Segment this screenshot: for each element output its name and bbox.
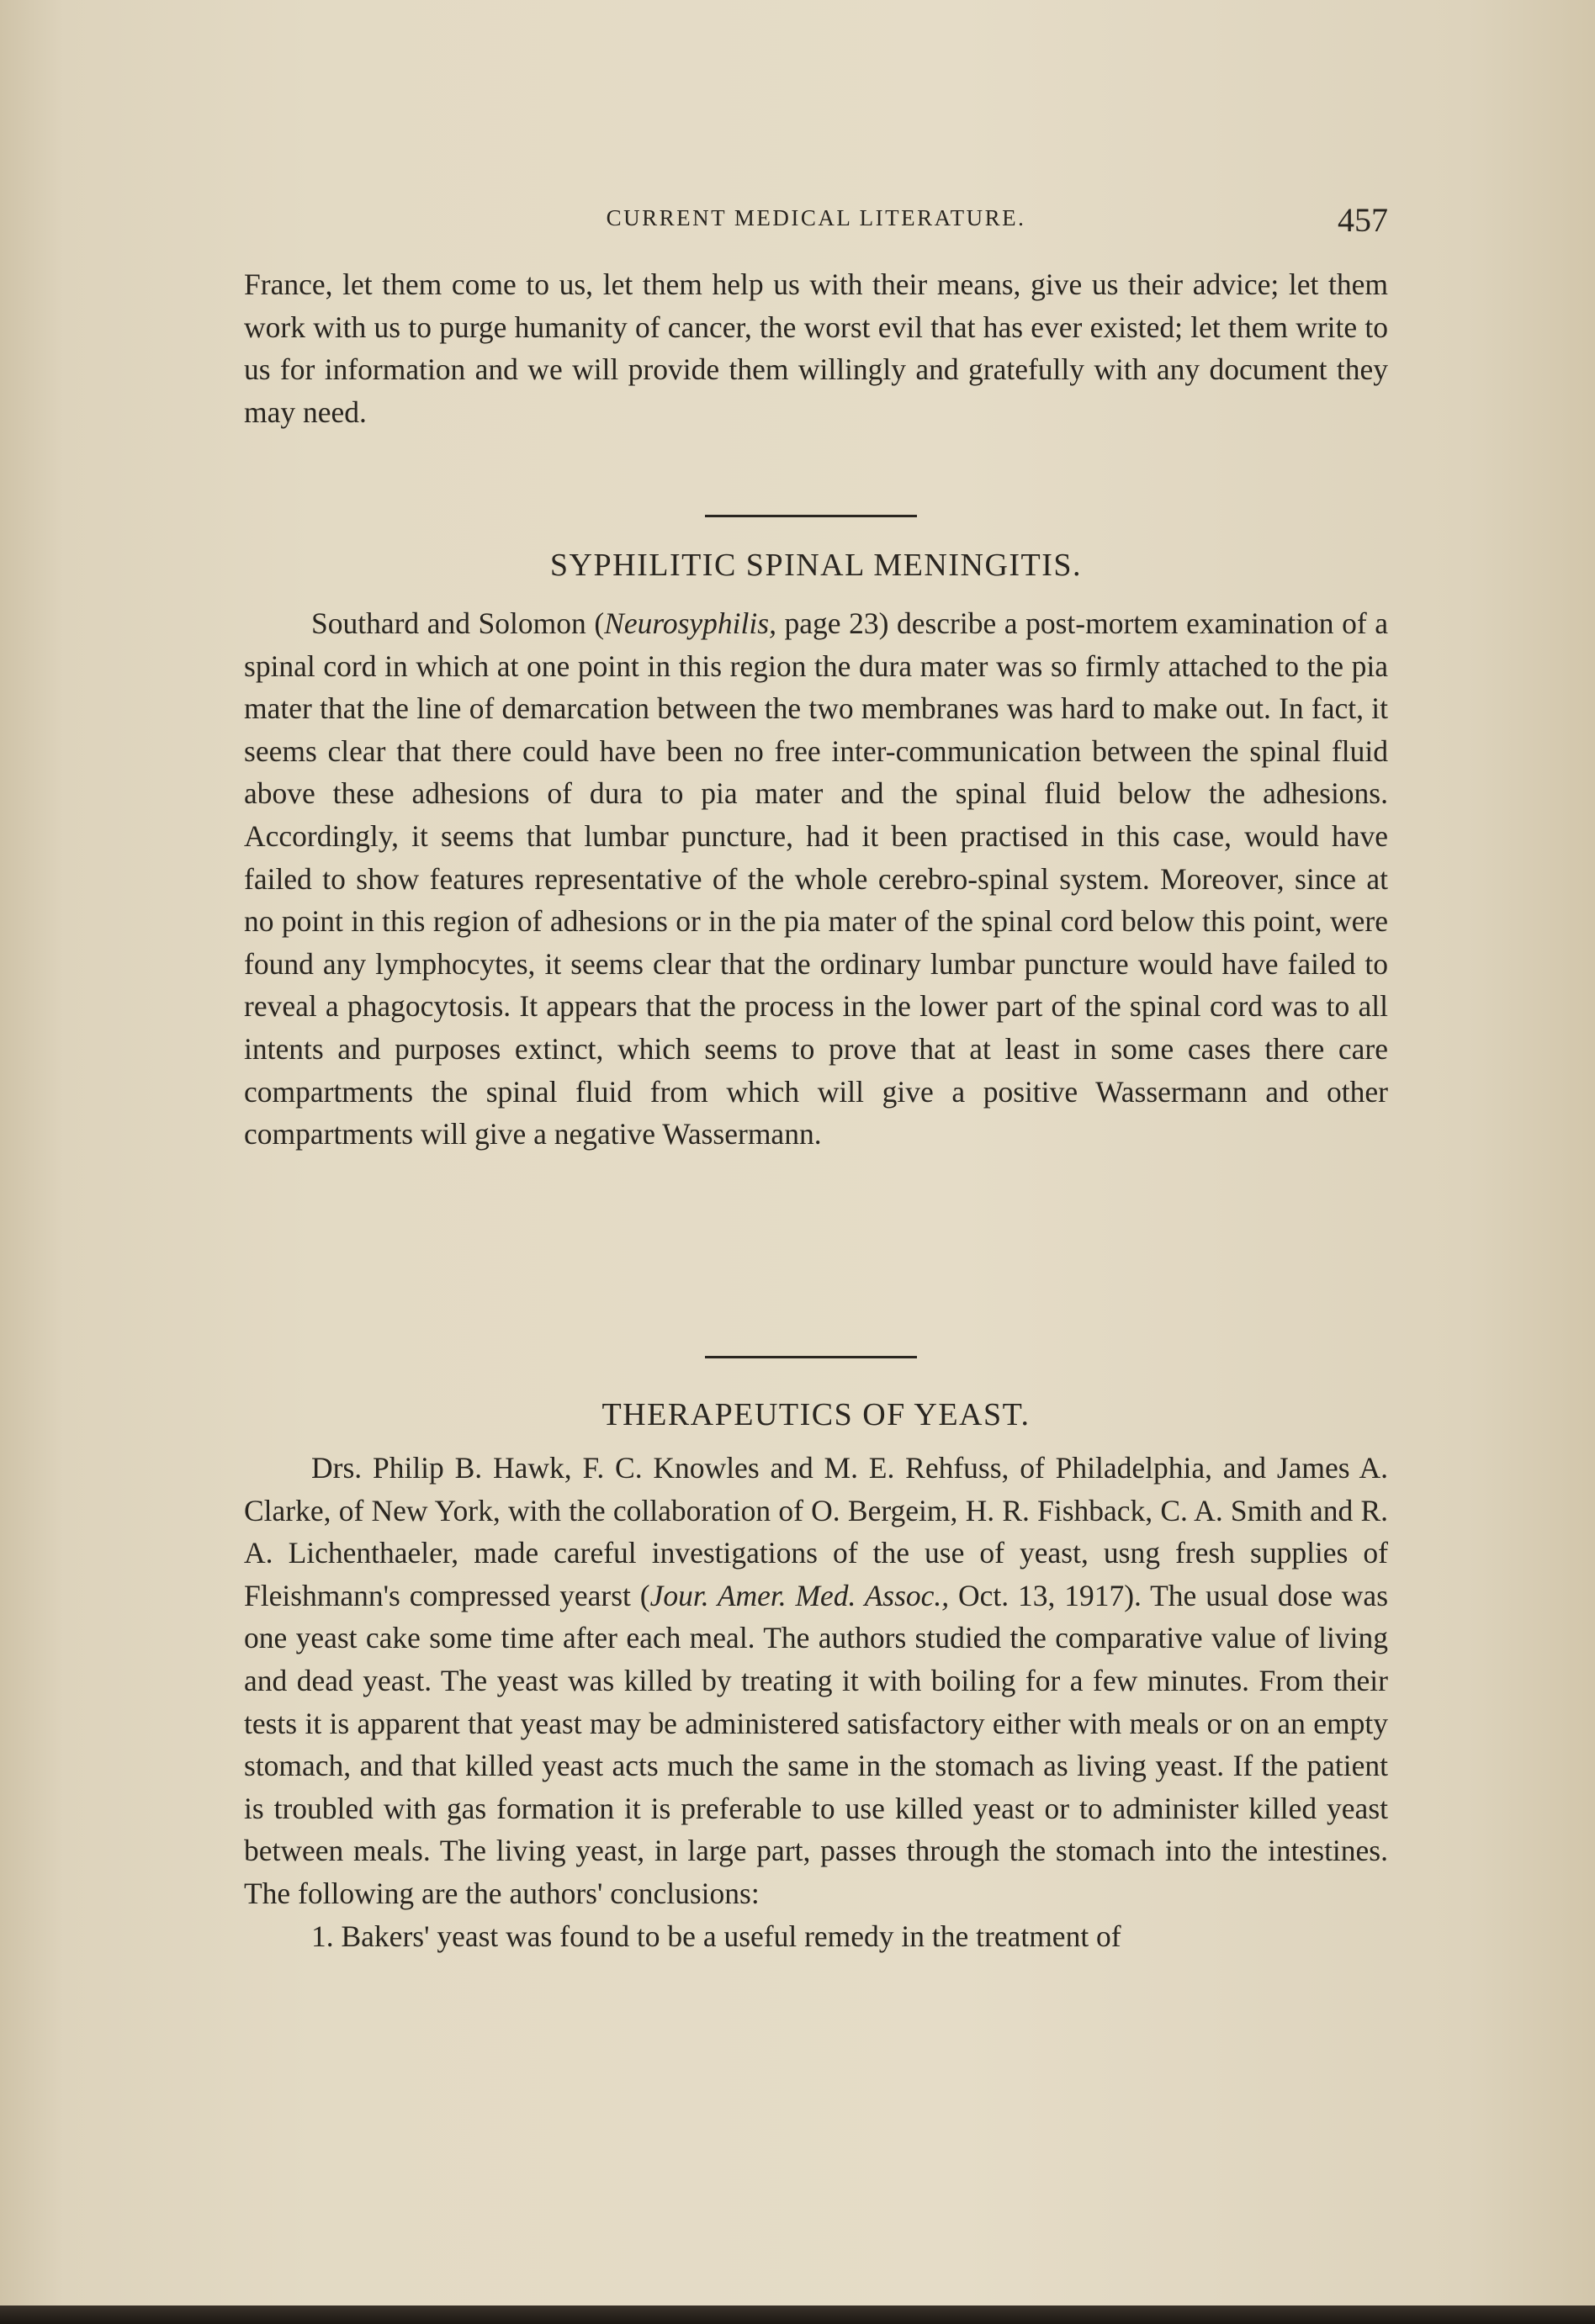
section-heading-yeast: THERAPEUTICS OF YEAST. [601, 1397, 1031, 1432]
paragraph-syphilitic [244, 602, 1388, 1156]
paragraph-text-rest: page 23) describe a post-mortem examination of a spinal cord in which at one point in this region the dura mater was so firmly attached to the pia mater that the line of demarcation between the two membranes was hard to make out. In fact, it seems clear that there could have been no free inter-communication between the spinal fluid above these adhesions of dura to pia mater and the spinal fluid below the adhesions. Accordingly, it seems that lumbar puncture, had it been practised in this case, would have failed to show features representative of the whole cerebro-spinal system. Moreover, since at no point in this region of adhesions or in the pia mater of the spinal cord below this point, were found any lymphocytes, it seems clear that the ordinary lumbar puncture would have failed to reveal a phagocytosis. It appears that the process in the lower part of the spinal cord was to all intents and purposes extinct, which seems to prove that at least in some cases there care compartments the spinal fluid from which will give a positive Wassermann and other compartments will give a negative Wassermann. [244, 606, 1388, 1151]
running-title: CURRENT MEDICAL LITERATURE. [606, 205, 1026, 230]
section-body-syphilitic [244, 602, 1388, 1156]
section-divider-rule [705, 515, 917, 517]
paragraph-text-start: Drs. Philip B. Hawk, F. C. Knowles and M. E. Rehfuss, of Philadelphia, and James A. Clarke, of New York, with the collaboration of O. Bergeim, H. R. Fishback, C. A. Smith and R. A. Lichenthaeler, made careful investigations of the use of yeast, usng fresh supplies of Fleishmann's compressed yearst ( [244, 1451, 1388, 1612]
list-item-conclusion-1: 1. Bakers' yeast was found to be a useful remedy in the treatment of [311, 1919, 1121, 1953]
intro-paragraph: France, let them come to us, let them help us with their means, give us their advice; let them work with us to purge humanity of cancer, the worst evil that has ever existed; let them write to us for information and we will provide them willingly and gratefully with any document they may need. [244, 267, 1388, 429]
section-body-yeast [244, 1447, 1388, 1957]
paragraph-yeast [244, 1447, 1388, 1915]
paragraph-text-start: Southard and Solomon ( [311, 606, 605, 640]
section-heading-syphilitic: SYPHILITIC SPINAL MENINGITIS. [549, 548, 1083, 583]
running-head [244, 200, 1388, 251]
section-divider-rule [705, 1356, 917, 1358]
citation-title: Neurosyphilis, [604, 606, 776, 640]
page-number: 457 [1338, 201, 1388, 239]
citation-journal: Jour. Amer. Med. Assoc., [649, 1578, 950, 1612]
intro-paragraph-block [244, 263, 1388, 433]
paragraph-text-rest: Oct. 13, 1917). The usual dose was one yeast cake some time after each meal. The authors studied the comparative value of living and dead yeast. The yeast was killed by treating it with boiling for a few minutes. From their tests it is apparent that yeast may be administered satisfactory either with meals or on an empty stomach, and that killed yeast acts much the same in the stomach as living yeast. If the patient is troubled with gas formation it is preferable to use killed yeast or to administer killed yeast between meals. The living yeast, in large part, passes through the stomach into the intestines. The following are the authors' conclusions: [244, 1578, 1389, 1910]
page-bottom-edge [0, 2305, 1595, 2324]
